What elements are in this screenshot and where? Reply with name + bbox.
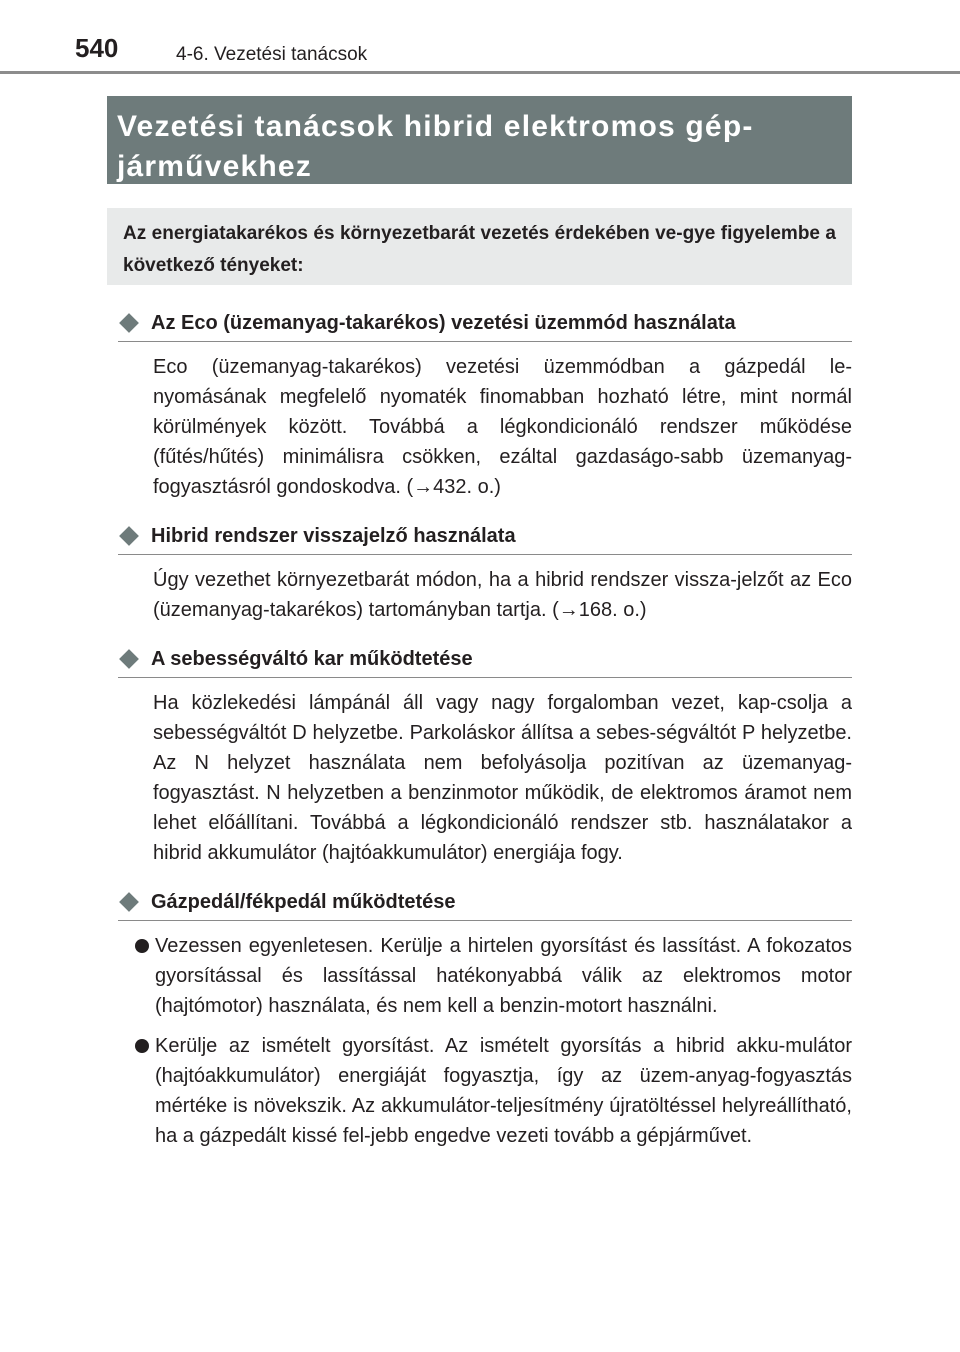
bullet-icon <box>135 1039 149 1053</box>
title-box <box>107 96 852 184</box>
diamond-icon <box>119 313 139 333</box>
header-rule <box>0 71 960 74</box>
section-title: 4-6. Vezetési tanácsok <box>176 44 368 65</box>
bullet-text: Vezessen egyenletesen. Kerülje a hirtelen gyorsítást és lassítást. A fokozatos gyorsítással és lassítással hatékonyabbá válik az elektromos motor (hajtómotor) használata, és nem kell a benzin-motort használni. <box>155 935 852 1017</box>
bullet-item <box>135 931 852 1021</box>
diamond-icon <box>119 649 139 669</box>
diamond-icon <box>119 892 139 912</box>
bullet-item <box>135 1031 852 1151</box>
intro-text: Az energiatakarékos és környezetbarát vezetés érdekében ve-gye figyelembe a következő tényeket: <box>123 223 836 276</box>
page-number: 540 <box>75 33 119 63</box>
intro-box <box>107 208 852 285</box>
section-heading-text: Gázpedál/fékpedál működtetése <box>151 891 456 913</box>
section-heading-text: A sebességváltó kar működtetése <box>151 648 473 670</box>
section-heading <box>118 884 852 921</box>
section-body: Úgy vezethet környezetbarát módon, ha a hibrid rendszer vissza-jelzőt az Eco (üzemanyag-takarékos) tartományban tartja. (→168. o.) <box>153 569 852 621</box>
bullet-icon <box>135 939 149 953</box>
diamond-icon <box>119 526 139 546</box>
section-body: Eco (üzemanyag-takarékos) vezetési üzemmódban a gázpedál le-nyomásának megfelelő nyomaték finomabban hozható létre, mint normál körülmények között. Továbbá a légkondicionáló rendszer működése (fűtés/hűtés) minimálisra csökken, ezáltal gazdaságo-sabb üzemanyag-fogyasztásról gondoskodva. (→432. o.) <box>153 356 852 498</box>
section-heading <box>118 641 852 678</box>
section-heading-text: Hibrid rendszer visszajelző használata <box>151 525 516 547</box>
page-title: Vezetési tanácsok hibrid elektromos gép-járművekhez <box>117 110 754 183</box>
section-heading <box>118 305 852 342</box>
section-body: Ha közlekedési lámpánál áll vagy nagy forgalomban vezet, kap-csolja a sebességváltót D helyzetbe. Parkoláskor állítsa a sebes-ségváltót P helyzetbe. Az N helyzet használata nem befolyásolja pozitívan az üzemanyag-fogyasztást. N helyzetben a benzinmotor működik, de elektromos áramot nem lehet előállítani. Továbbá a légkondicionáló rendszer stb. használatakor a hibrid akkumulátor (hajtóakkumulátor) energiája fogy. <box>153 692 852 864</box>
section-heading <box>118 518 852 555</box>
section-heading-text: Az Eco (üzemanyag-takarékos) vezetési üzemmód használata <box>151 312 736 334</box>
page-header <box>0 0 960 80</box>
bullet-text: Kerülje az ismételt gyorsítást. Az ismételt gyorsítás a hibrid akku-mulátor (hajtóakkumulátor) energiáját fogyasztja, így az üzem-anyag-fogyasztás mértéke is növekszik. Az akkumulátor-teljesítmény újratöltéssel helyreállítható, ha a gázpedált kissé fel-jebb engedve vezeti tovább a gépjárművet. <box>155 1035 852 1147</box>
content <box>118 305 852 1161</box>
